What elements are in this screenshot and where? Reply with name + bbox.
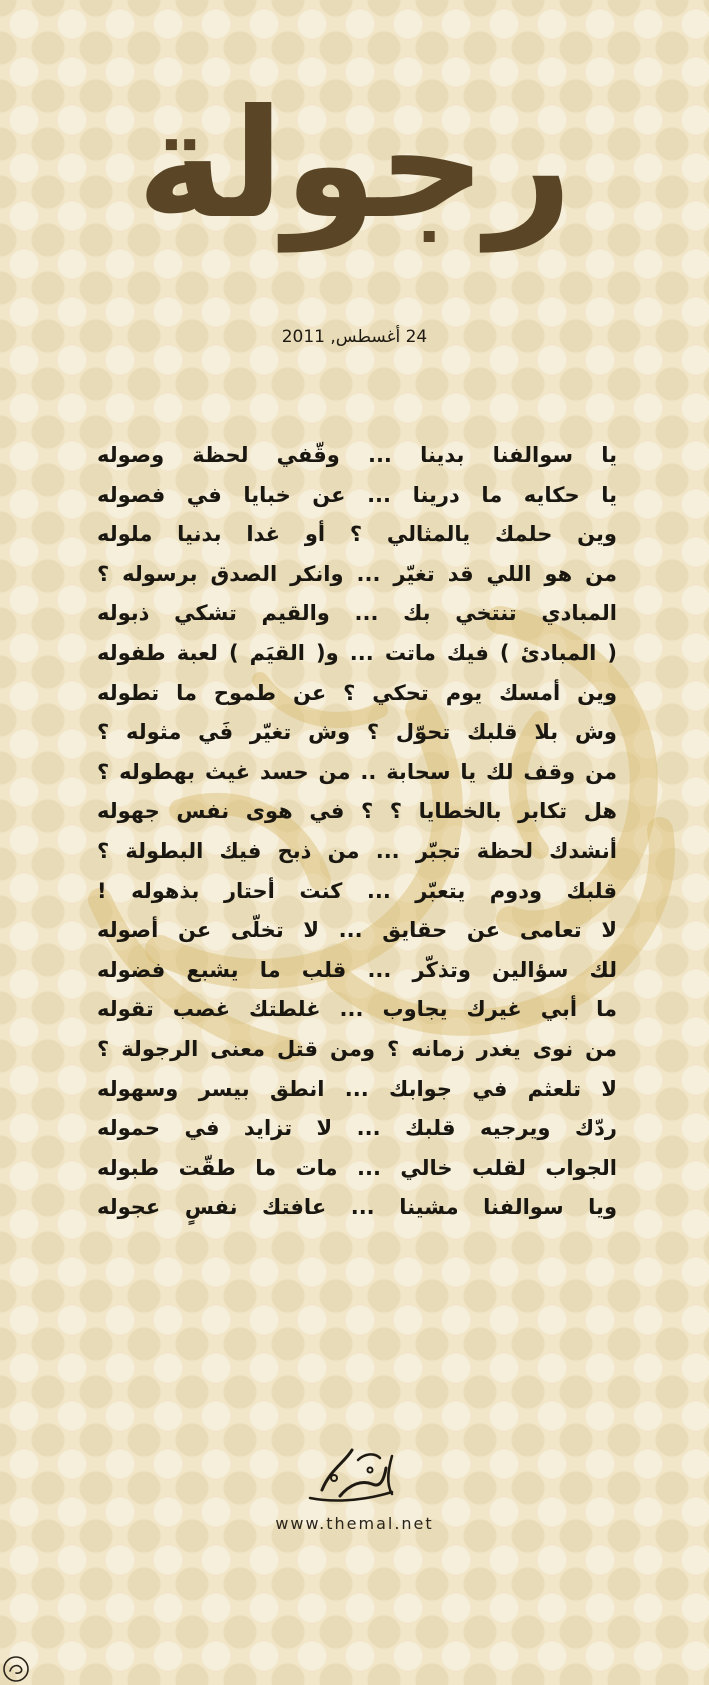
poem-line: وين حلمك يالمثالي ؟ أو غدا بدنيا ملوله bbox=[97, 522, 617, 547]
poem-line: ويا سوالفنا مشينا ... عافتك نفسٍ عجوله bbox=[97, 1195, 617, 1220]
poem-line: وين أمسك يوم تحكي ؟ عن طموح ما تطوله bbox=[97, 680, 617, 705]
poem-line: الجواب لقلب خالي ... مات ما طقّت طبوله bbox=[97, 1155, 617, 1180]
author-signature-logo bbox=[0, 1440, 709, 1510]
poem-line: هل تكابر بالخطايا ؟ ؟ في هوى نفس جهوله bbox=[97, 799, 617, 824]
poem-title: رجولة bbox=[136, 78, 573, 252]
poem-line: أنشدك لحظة تجبّر ... من ذبح فيك البطولة ؟ bbox=[97, 838, 617, 863]
poem-line: لا تلعثم في جوابك ... انطق بيسر وسهوله bbox=[97, 1076, 617, 1101]
poem-line: من نوى يغدر زمانه ؟ ومن قتل معنى الرجولة ؟ bbox=[97, 1036, 617, 1061]
poem-line: ما أبي غيرك يجاوب ... غلطتك غصب تقوله bbox=[97, 997, 617, 1022]
poem-line: من وقف لك يا سحابة .. من حسد غيث بهطوله ؟ bbox=[97, 759, 617, 784]
poem-line: ( المبادئ ) فيك ماتت ... و( القيَم ) لعبة طفوله bbox=[97, 640, 617, 665]
poem-line: المبادي تنتخي بك ... والقيم تشكي ذبوله bbox=[97, 601, 617, 626]
poem-line: لك سؤالين وتذكّر ... قلب ما يشبع فضوله bbox=[97, 957, 617, 982]
publish-date: 24 أغسطس, 2011 bbox=[281, 327, 428, 347]
poem-line: قلبك ودوم يتعبّر ... كنت أحتار بذهوله ! bbox=[97, 878, 617, 903]
website-url: www.themal.net bbox=[275, 1514, 434, 1533]
poem-line: من هو اللي قد تغيّر ... وانكر الصدق برسوله ؟ bbox=[97, 561, 617, 586]
poem-line: ردّك ويرجيه قلبك ... لا تزايد في حموله bbox=[97, 1116, 617, 1141]
poem-line: لا تعامى عن حقايق ... لا تخلّى عن أصوله bbox=[97, 918, 617, 943]
poem-line: يا حكايه ما درينا ... عن خبايا في فصوله bbox=[97, 482, 617, 507]
poem-line: وش بلا قلبك تحوّل ؟ وش تغيّر فَي مثوله ؟ bbox=[97, 720, 617, 745]
poem-line: يا سوالفنا بدينا ... وقّفي لحظة وصوله bbox=[97, 443, 617, 467]
corner-seal-icon bbox=[2, 1655, 30, 1683]
poem-body bbox=[97, 436, 617, 1228]
